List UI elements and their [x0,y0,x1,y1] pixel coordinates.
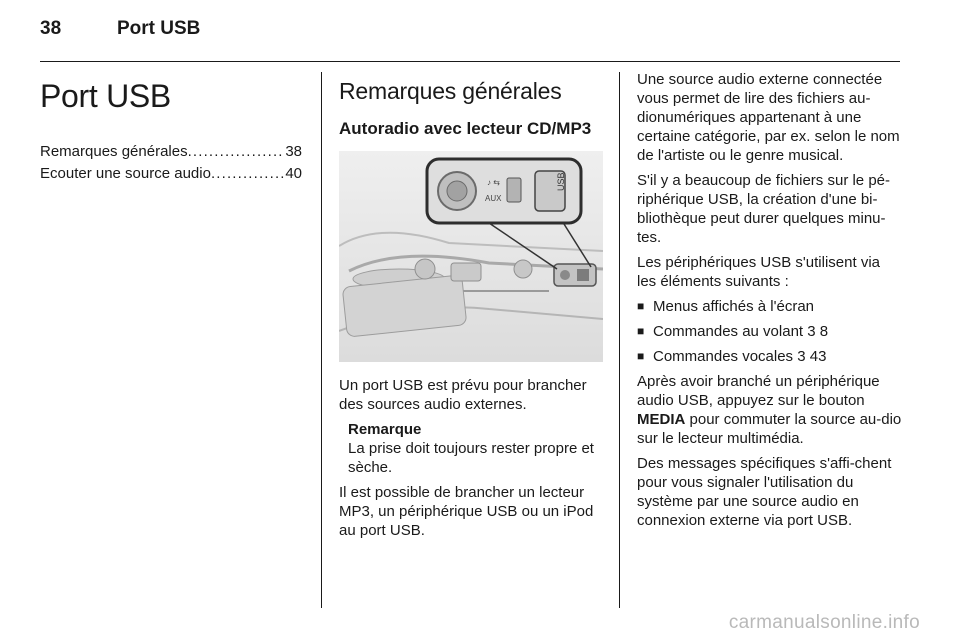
note-heading: Remarque [348,421,422,438]
toc-entry-page: 38 [285,143,302,160]
paragraph-messages: Des messages spécifiques s'affi-chent pour vous signaler l'utilisation du système par une source audio en connexion externe via port USB. [637,455,892,529]
section-title: Remarques générales [339,78,562,104]
running-title: Port USB [117,18,201,39]
toc-entry-page: 40 [285,165,302,182]
page-header [40,18,920,48]
subsection-title: Autoradio avec lecteur CD/MP3 [339,119,592,138]
list-item [637,347,903,366]
controls-list [637,297,903,366]
media-text-after: pour commuter la source au-dio sur le lecteur multimédia. [637,411,902,447]
list-item [637,322,903,341]
column-2 [339,70,603,546]
usb-label: USB [556,172,566,191]
header-rule [40,61,900,62]
page-ref-icon: 3 [807,323,816,340]
svg-text:♪ ⇆: ♪ ⇆ [487,178,500,187]
toc-entry[interactable] [40,163,302,185]
chapter-title: Port USB [40,78,171,114]
page-ref-link[interactable]: 43 [809,348,827,365]
list-item-text: Menus affichés à l'écran [653,298,815,315]
toc-entry-label: Ecouter une source audio [40,165,211,182]
list-item [637,297,903,316]
column-1 [40,70,302,185]
intro-paragraph: Un port USB est prévu pour brancher des sources audio externes. [339,377,587,413]
toc-leader-dots [211,163,285,185]
column-3 [637,70,903,536]
paragraph-media-button [637,372,903,448]
usb-port-illustration [339,151,603,362]
toc-leader-dots [188,141,286,163]
column-divider-1 [321,72,322,608]
paragraph-controls-intro: Les périphériques USB s'utilisent via les éléments suivants : [637,254,880,290]
aux-label: AUX [485,194,502,203]
watermark: carmanualsonline.info [728,612,920,633]
paragraph-library: S'il y a beaucoup de fichiers sur le pé-riphérique USB, la création d'une bi-bliothèque peut durer quelques minu-tes. [637,172,891,246]
devices-paragraph: Il est possible de brancher un lecteur MP3, un périphérique USB ou un iPod au port USB. [339,484,594,539]
page-ref-icon: 3 [797,348,806,365]
media-button-label: MEDIA [637,411,686,428]
page-ref-link[interactable]: 8 [819,323,829,340]
note-text: La prise doit toujours rester propre et sèche. [348,440,594,476]
media-text-before: Après avoir branché un périphérique audio USB, appuyez sur le bouton [637,373,880,409]
page-number: 38 [40,18,62,39]
list-item-text: Commandes vocales [653,348,794,365]
toc-entry-label: Remarques générales [40,143,188,160]
paragraph-audio-source: Une source audio externe connectée vous permet de lire des fichiers au-dionumériques appartenant à une certaine catégorie, par ex. selon le nom de l'artiste ou le genre musical. [637,71,900,164]
note-box [348,420,603,477]
list-item-text: Commandes au volant [653,323,804,340]
column-divider-2 [619,72,620,608]
table-of-contents [40,141,302,185]
toc-entry[interactable] [40,141,302,163]
